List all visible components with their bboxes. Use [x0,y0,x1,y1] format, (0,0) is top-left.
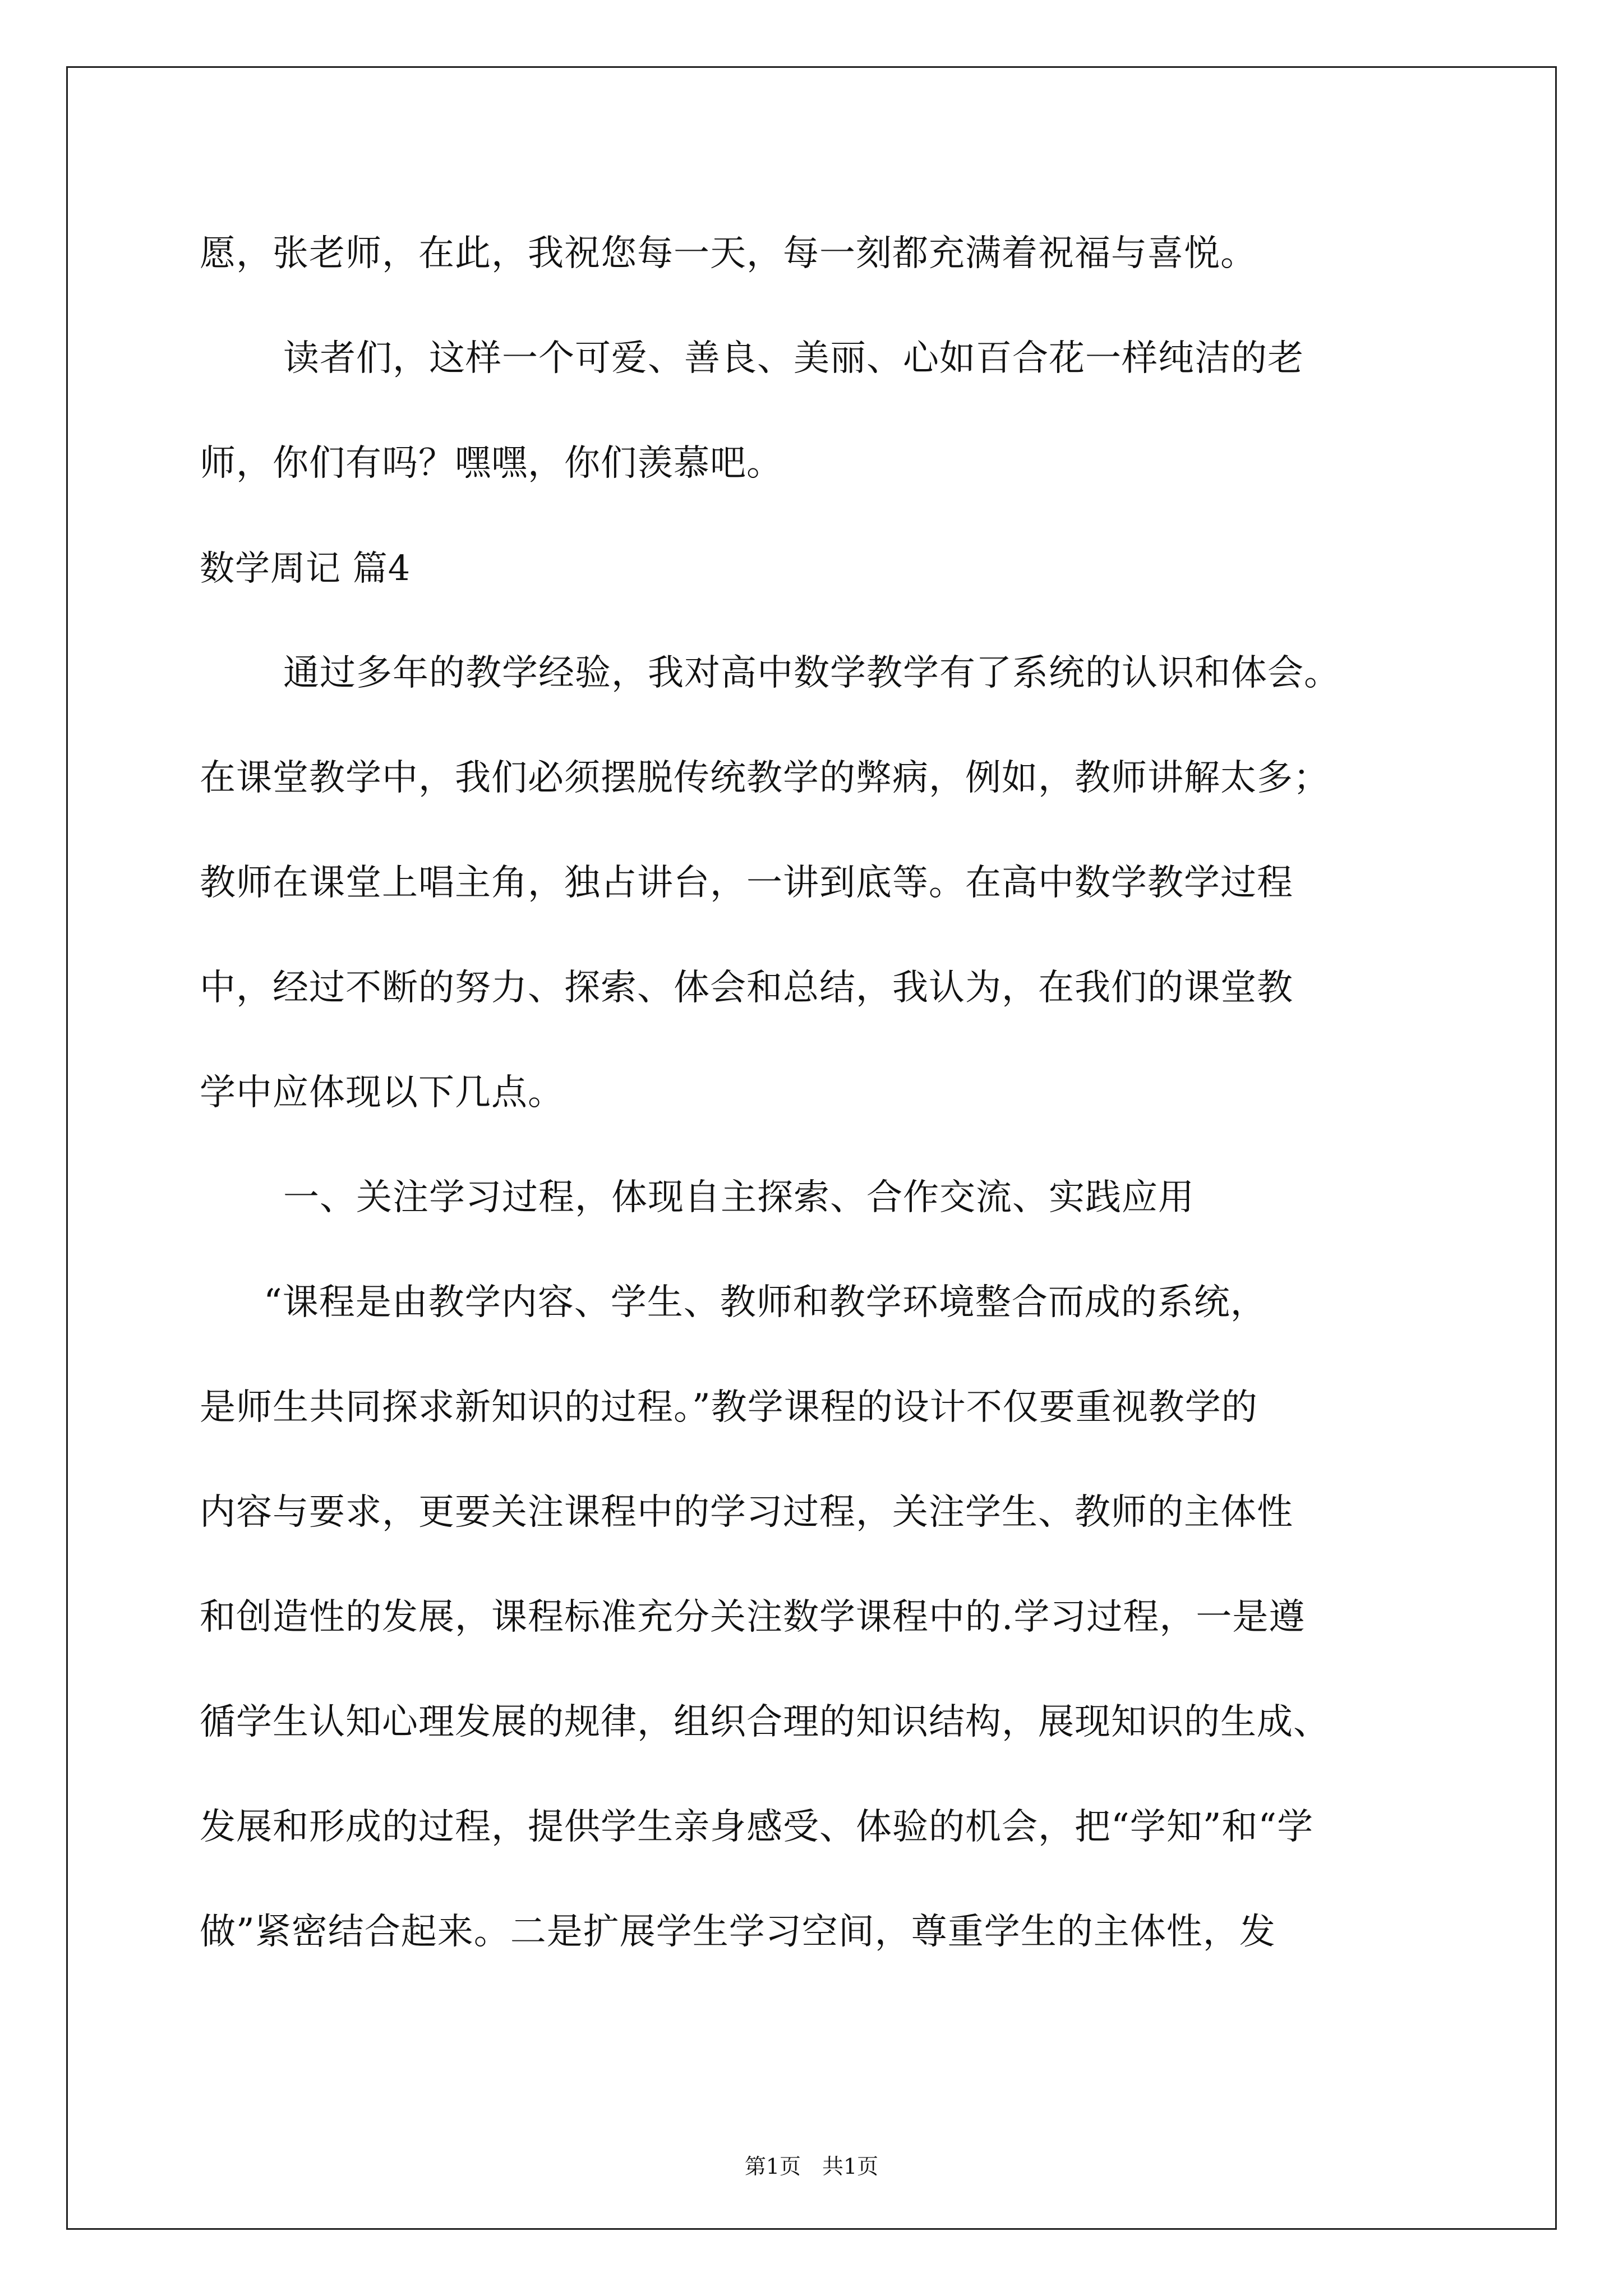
body-text-line: 教师在课堂上唱主角，独占讲台，一讲到底等。在高中数学教学过程 [200,862,1293,904]
body-text-line: 读者们，这样一个可爱、善良、美丽、心如百合花一样纯洁的老 [283,338,1304,379]
body-text-line: 师，你们有吗？嘿嘿，你们羡慕吧。 [200,443,783,484]
body-text-line: 愿，张老师，在此，我祝您每一天，每一刻都充满着祝福与喜悦。 [200,233,1257,274]
body-text-line: 做”紧密结合起来。二是扩展学生学习空间，尊重学生的主体性，发 [200,1911,1276,1953]
body-text-line: 和创造性的发展，课程标准充分关注数学课程中的.学习过程，一是遵 [200,1596,1306,1638]
body-text-line: 发展和形成的过程，提供学生亲身感受、体验的机会，把“学知”和“学 [200,1806,1314,1848]
body-text-line: 在课堂教学中，我们必须摆脱传统教学的弊病，例如，教师讲解太多； [200,757,1330,799]
page-footer: 第1页 共1页 [744,2154,879,2179]
subheading-line: 一、关注学习过程，体现自主探索、合作交流、实践应用 [283,1177,1195,1218]
section-heading: 数学周记 篇4 [200,547,411,588]
body-text-line: 中，经过不断的努力、探索、体会和总结，我认为，在我们的课堂教 [200,967,1293,1009]
body-text-line: 通过多年的教学经验，我对高中数学教学有了系统的认识和体会。 [283,652,1340,694]
body-text-line: 学中应体现以下几点。 [200,1072,564,1114]
body-text-line: 内容与要求，更要关注课程中的学习过程，关注学生、教师的主体性 [200,1492,1293,1533]
body-text-line: 是师生共同探求新知识的过程。”教学课程的设计不仅要重视教学的 [200,1387,1258,1428]
body-text-line: “课程是由教学内容、学生、教师和教学环境整合而成的系统， [264,1282,1267,1323]
page-border [66,66,1557,2230]
body-text-line: 循学生认知心理发展的规律，组织合理的知识结构，展现知识的生成、 [200,1701,1330,1743]
